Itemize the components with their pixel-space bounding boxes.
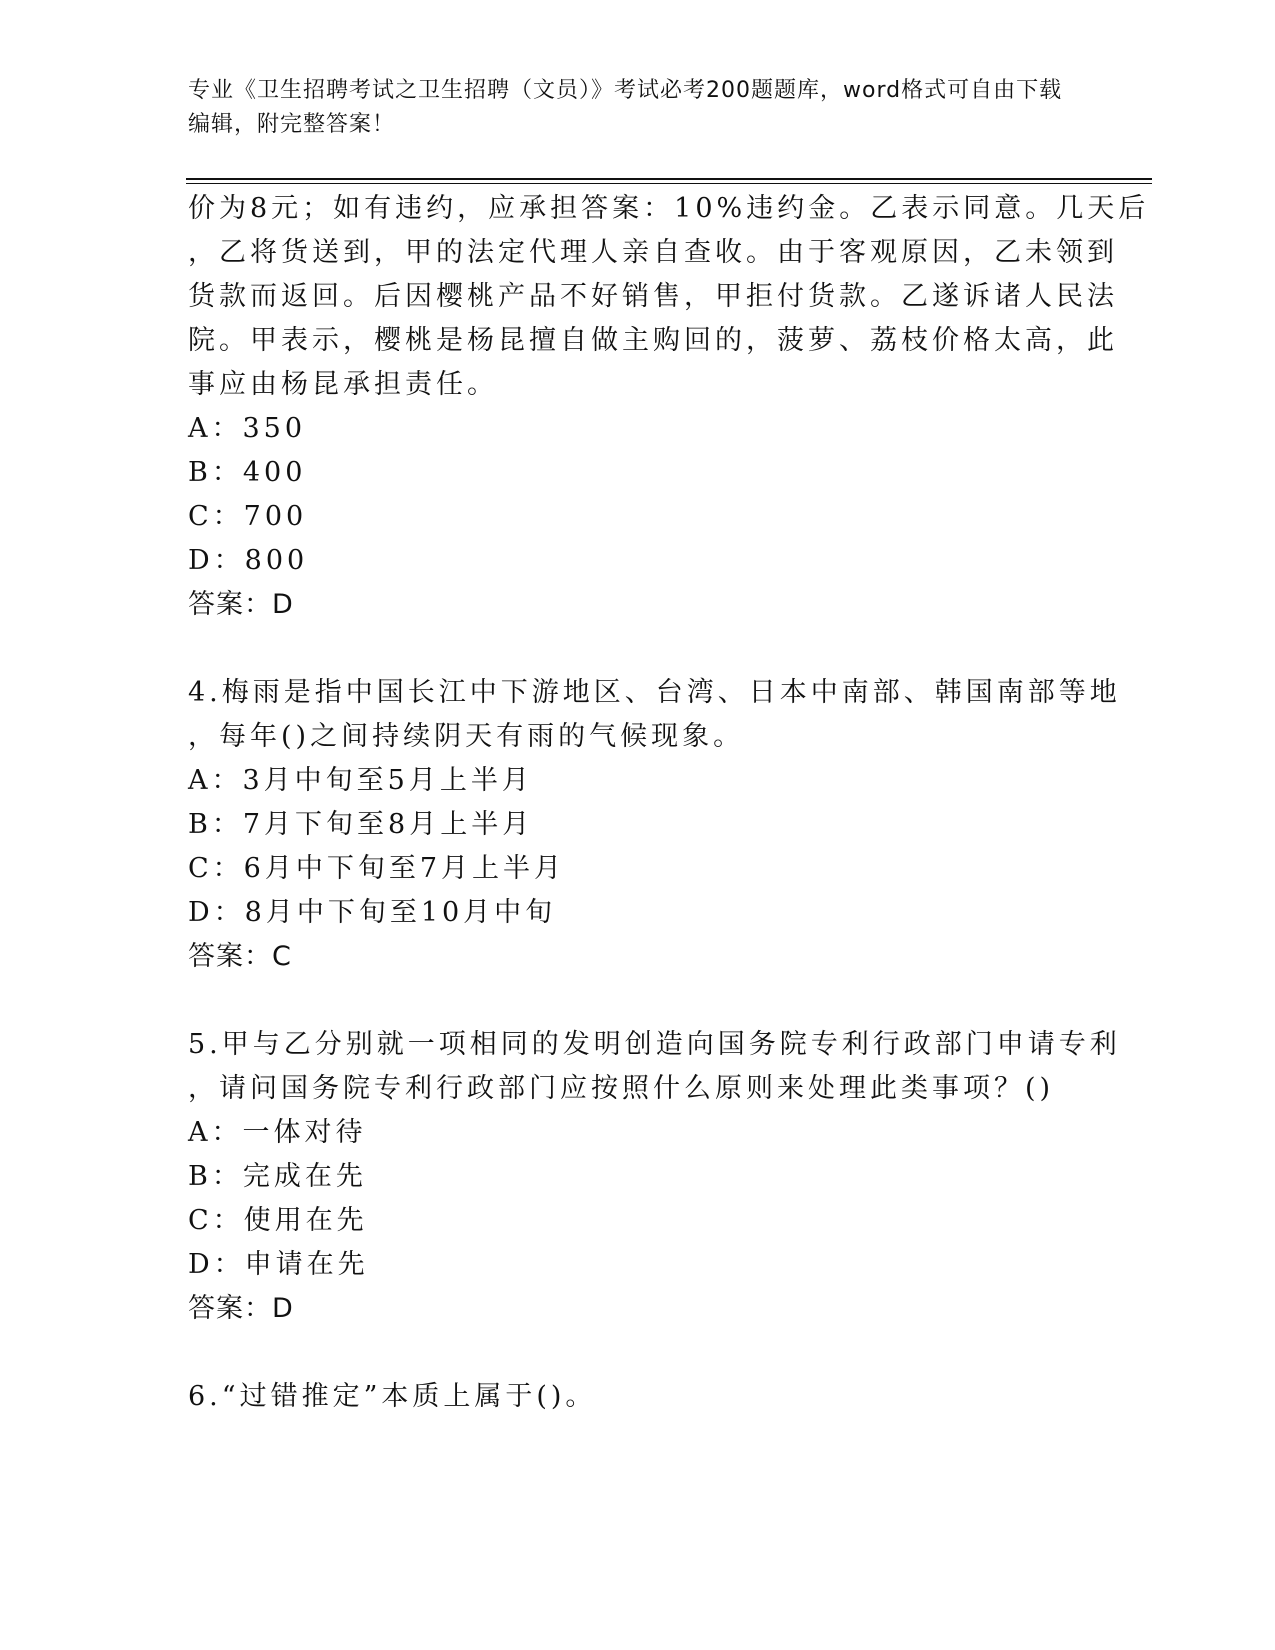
option-c: C：700 [188,501,308,532]
option-a: A：3月中旬至5月上半月 [188,765,533,796]
question-text-line: 院。甲表示，樱桃是杨昆擅自做主购回的，菠萝、荔枝价格太高，此 [188,325,1118,356]
option-c: C：6月中下旬至7月上半月 [188,853,566,884]
question-4-text-line: 4.梅雨是指中国长江中下游地区、台湾、日本中南部、韩国南部等地 [188,677,1121,708]
option-a: A：一体对待 [188,1117,367,1148]
question-text-line: 事应由杨昆承担责任。 [188,369,498,400]
option-d: D：800 [188,545,309,576]
question-4-text-line: ，每年()之间持续阴天有雨的气候现象。 [188,721,745,752]
question-5-text-line: 5.甲与乙分别就一项相同的发明创造向国务院专利行政部门申请专利 [188,1029,1121,1060]
option-a: A：350 [188,413,307,444]
answer-label: 答案：C [188,941,292,972]
answer-label: 答案：D [188,589,294,620]
header-rule-thick [186,178,1152,180]
question-text-line: 价为8元；如有违约，应承担答案：10%违约金。乙表示同意。几天后 [188,193,1150,224]
answer-label: 答案：D [188,1293,294,1324]
question-text-line: 货款而返回。后因樱桃产品不好销售，甲拒付货款。乙遂诉诸人民法 [188,281,1118,312]
option-d: D：8月中下旬至10月中旬 [188,897,557,928]
header-rule-thin [186,183,1152,184]
option-b: B：400 [188,457,307,488]
question-6-text-line: 6.“过错推定”本质上属于()。 [188,1381,597,1412]
page-header: 专业《卫生招聘考试之卫生招聘（文员）》考试必考200题题库，word格式可自由下载编辑，附完整答案！ [188,78,1063,137]
question-text-line: ，乙将货送到，甲的法定代理人亲自查收。由于客观原因，乙未领到 [188,237,1118,268]
option-c: C：使用在先 [188,1205,368,1236]
option-b: B：7月下旬至8月上半月 [188,809,534,840]
option-b: B：完成在先 [188,1161,367,1192]
question-5-text-line: ，请问国务院专利行政部门应按照什么原则来处理此类事项？() [188,1073,1055,1104]
option-d: D：申请在先 [188,1249,369,1280]
